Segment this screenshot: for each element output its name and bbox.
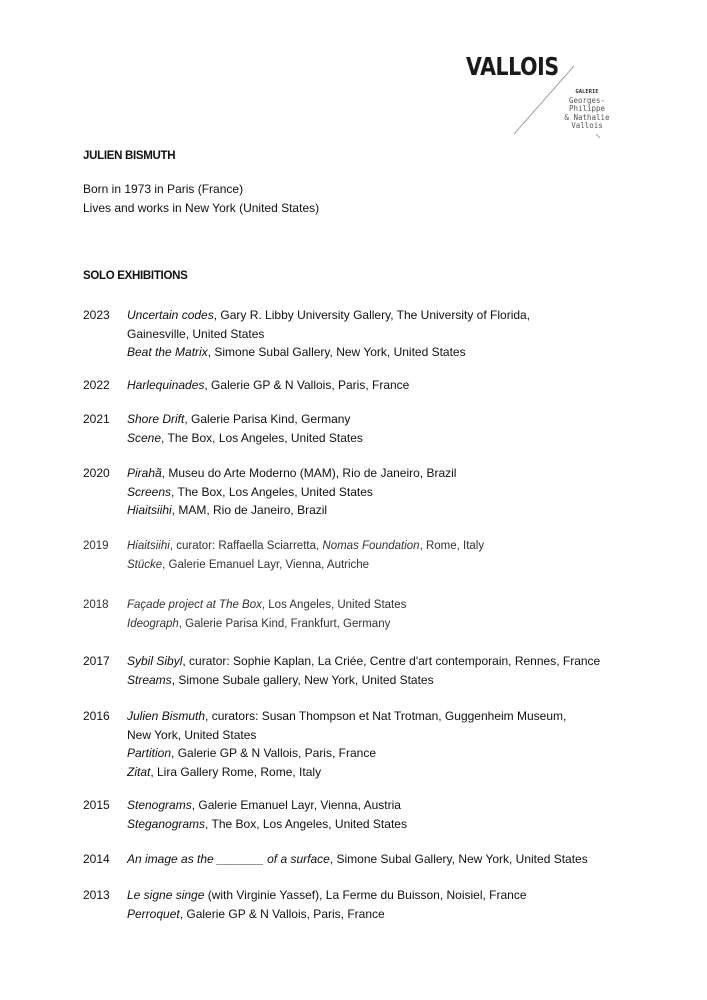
exhibition-year: 2021 <box>83 412 110 426</box>
exhibition-year: 2014 <box>83 852 110 866</box>
exhibition-entry <box>127 796 683 815</box>
exhibition-title: Sybil Sibyl <box>127 654 183 668</box>
exhibition-details: , Lira Gallery Rome, Rome, Italy <box>150 764 322 779</box>
exhibition-title: Scene <box>127 430 162 445</box>
exhibition-year: 2016 <box>83 709 110 723</box>
exhibition-entry <box>127 596 683 615</box>
artist-born: Born in 1973 in Paris (France) <box>83 182 244 196</box>
exhibition-entry <box>127 905 683 924</box>
exhibition-details: , The Box, Los Angeles, United States <box>171 484 373 499</box>
exhibition-entry <box>127 652 683 671</box>
exhibition-title: Steganograms <box>127 816 206 831</box>
exhibition-entries <box>127 376 683 395</box>
exhibition-details: , curators: Susan Thompson et Nat Trotman, Guggenheim Museum, <box>205 709 567 723</box>
exhibition-entry <box>127 815 683 834</box>
exhibition-entry <box>127 671 683 690</box>
exhibition-entry <box>127 343 683 362</box>
exhibition-title: Zitat <box>127 764 151 779</box>
exhibition-entries <box>127 537 683 574</box>
exhibition-entry-continued: New York, United States <box>127 727 257 742</box>
exhibition-title: Façade project at The Box <box>127 599 262 611</box>
exhibition-details: (with Virginie Yassef), La Ferme du Buisson, Noisiel, France <box>204 888 527 902</box>
exhibition-title: Beat the Matrix <box>127 345 208 359</box>
exhibition-details: , Galerie GP & N Vallois, Paris, France <box>204 378 410 392</box>
exhibition-title: Julien Bismuth <box>127 709 206 723</box>
logo-line-2: & Nathalie <box>564 112 610 122</box>
exhibition-details: , The Box, Los Angeles, United States <box>205 816 407 831</box>
exhibition-details: , Galerie Parisa Kind, Germany <box>184 412 351 426</box>
exhibition-year-block <box>83 464 683 520</box>
exhibition-entry <box>127 886 683 905</box>
exhibition-entries <box>127 410 683 447</box>
exhibition-year-block <box>83 537 683 574</box>
exhibition-details: , Galerie GP & N Vallois, Paris, France <box>179 906 385 921</box>
exhibition-venue-title: Nomas Foundation <box>322 540 420 552</box>
exhibition-year-block <box>83 376 683 395</box>
exhibition-details: , MAM, Rio de Janeiro, Brazil <box>171 503 328 517</box>
exhibition-entry <box>127 850 683 869</box>
exhibition-title: Stücke <box>127 558 163 571</box>
exhibition-year-block <box>83 596 683 633</box>
exhibition-title: Pirahã <box>127 466 162 480</box>
exhibition-entries <box>127 596 683 633</box>
exhibition-year-block <box>83 886 683 923</box>
exhibition-entry <box>127 306 683 325</box>
exhibition-entry <box>127 464 683 483</box>
exhibition-details: , Galerie GP & N Vallois, Paris, France <box>171 746 376 760</box>
exhibition-entries <box>127 796 683 833</box>
exhibition-entries <box>127 886 683 923</box>
exhibition-entry <box>127 707 683 726</box>
exhibition-details: , Gary R. Libby University Gallery, The University of Florida, <box>213 308 531 322</box>
exhibition-year-block <box>83 306 683 362</box>
exhibition-entry <box>127 501 683 520</box>
exhibition-title: Hiaitsiihi <box>127 503 172 517</box>
exhibition-details: , Simone Subale gallery, New York, United States <box>171 672 434 687</box>
exhibition-details: , curator: Raffaella Sciarretta, <box>169 540 323 552</box>
exhibition-details-end: , Rome, Italy <box>419 540 485 552</box>
logo-subtitle <box>554 88 620 131</box>
exhibition-title: Partition <box>127 746 172 760</box>
logo-wordmark: VALLOIS <box>466 52 559 81</box>
exhibition-title: Harlequinades <box>127 378 205 392</box>
section-title: SOLO EXHIBITIONS <box>83 270 188 282</box>
exhibition-title: Uncertain codes <box>127 308 214 322</box>
exhibition-details: , Museu do Arte Moderno (MAM), Rio de Janeiro, Brazil <box>161 466 457 480</box>
logo-galerie-label: GALERIE <box>575 89 599 95</box>
exhibition-year: 2020 <box>83 466 110 480</box>
exhibition-entry <box>127 763 683 782</box>
exhibition-entry <box>127 537 683 556</box>
exhibition-year: 2015 <box>83 798 110 812</box>
gallery-logo <box>466 52 616 142</box>
exhibition-entries <box>127 464 683 520</box>
exhibition-title: Ideograph <box>127 617 179 630</box>
exhibition-year: 2022 <box>83 378 110 392</box>
exhibition-title: Screens <box>127 484 172 499</box>
exhibition-entries <box>127 652 683 689</box>
exhibition-details: , Simone Subal Gallery, New York, United States <box>329 852 588 866</box>
exhibition-entry <box>127 556 683 575</box>
exhibition-year-block <box>83 652 683 689</box>
exhibition-title: Stenograms <box>127 798 192 812</box>
exhibition-details: , curator: Sophie Kaplan, La Criée, Centre d'art contemporain, Rennes, France <box>182 654 601 668</box>
exhibition-entry <box>127 410 683 429</box>
logo-line-1: Georges-Philippe <box>568 95 606 114</box>
logo-line-3: Vallois <box>571 121 603 131</box>
artist-bio <box>83 180 319 218</box>
exhibition-year-block <box>83 850 683 869</box>
exhibition-year-block <box>83 707 683 781</box>
exhibition-year-block <box>83 410 683 447</box>
exhibition-entry <box>127 376 683 395</box>
exhibition-entry-continued: Gainesville, United States <box>127 326 265 341</box>
exhibition-year: 2017 <box>83 654 110 668</box>
exhibition-details: , Galerie Parisa Kind, Frankfurt, Germany <box>178 617 391 630</box>
exhibition-title: Hiaitsiihi <box>127 540 170 552</box>
exhibition-year: 2018 <box>83 599 109 611</box>
exhibition-title: An image as the _______ of a surface <box>127 852 330 866</box>
exhibition-details: , Los Angeles, United States <box>261 599 407 611</box>
exhibition-year-block <box>83 796 683 833</box>
exhibition-details: , Galerie Emanuel Layr, Vienna, Autriche <box>162 558 370 571</box>
exhibition-title: Perroquet <box>127 906 180 921</box>
exhibition-title: Le signe singe <box>127 888 205 902</box>
exhibition-year: 2013 <box>83 888 110 902</box>
exhibition-entries <box>127 306 683 362</box>
exhibition-year: 2023 <box>83 308 110 322</box>
exhibition-title: Streams <box>127 672 172 687</box>
exhibition-entry <box>127 429 683 448</box>
exhibition-year: 2019 <box>83 540 109 552</box>
exhibition-details: , Galerie Emanuel Layr, Vienna, Austria <box>191 798 401 812</box>
exhibition-entry <box>127 744 683 763</box>
exhibition-details: , The Box, Los Angeles, United States <box>161 430 363 445</box>
exhibition-title: Shore Drift <box>127 412 185 426</box>
exhibition-entries <box>127 850 683 869</box>
artist-name: JULIEN BISMUTH <box>83 150 176 162</box>
exhibition-entry <box>127 615 683 634</box>
exhibition-entry <box>127 483 683 502</box>
artist-lives: Lives and works in New York (United States) <box>83 201 320 215</box>
exhibition-details: , Simone Subal Gallery, New York, United States <box>207 345 466 359</box>
exhibition-entries <box>127 707 683 781</box>
